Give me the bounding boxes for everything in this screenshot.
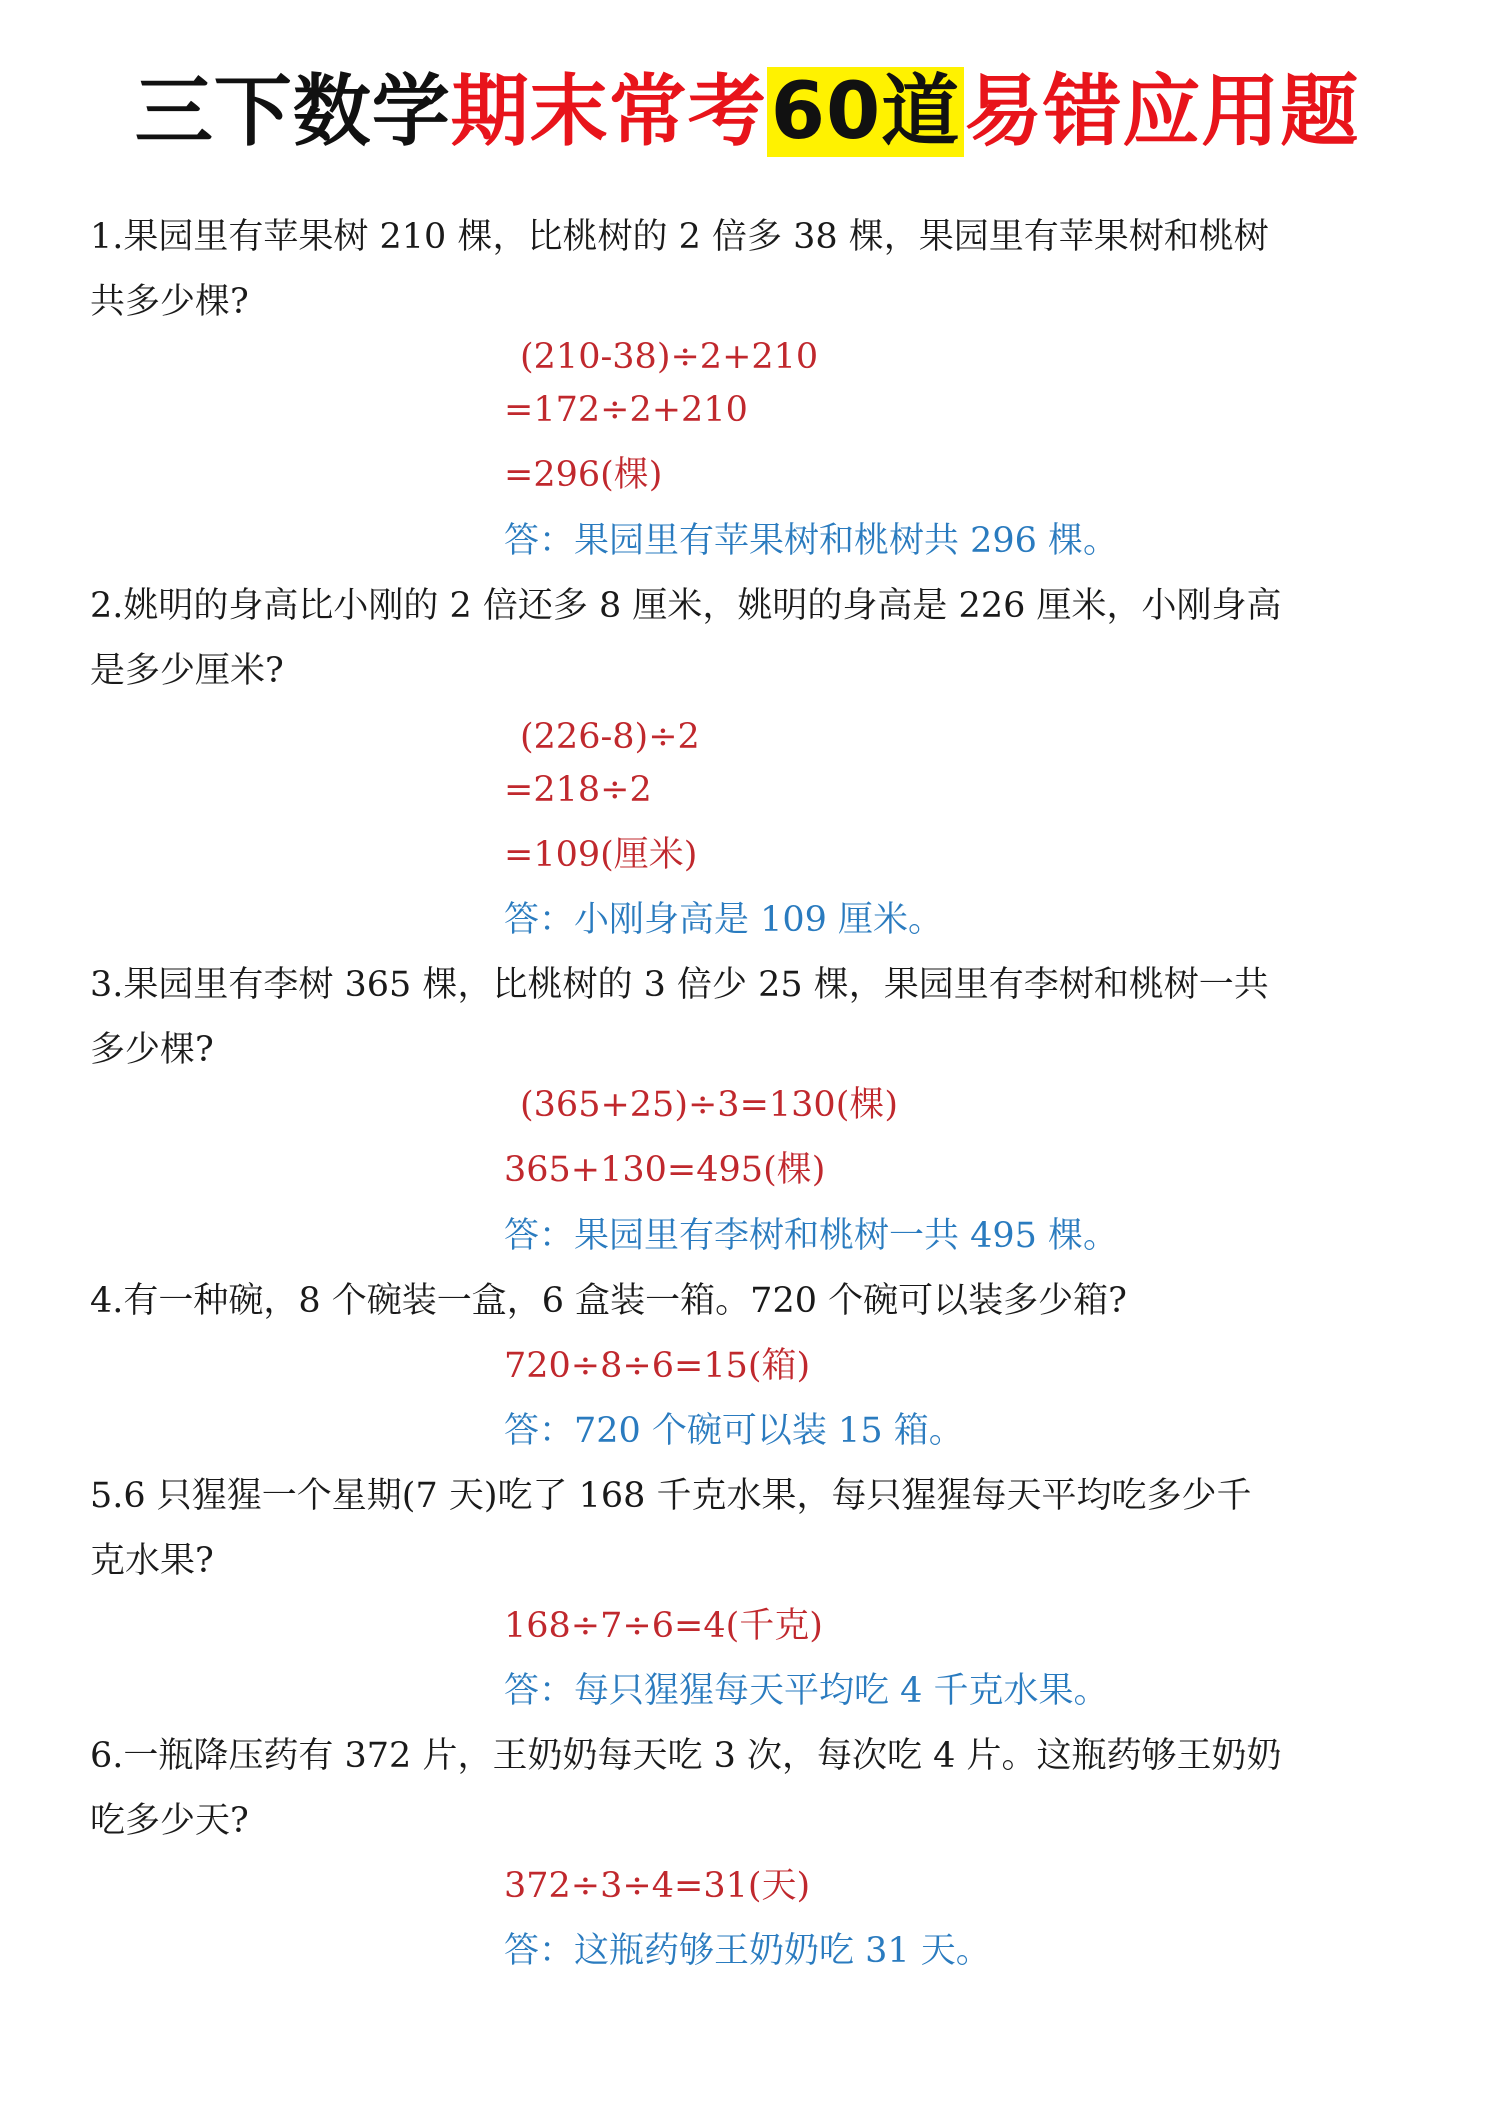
- problem-5-question-line-2: 克水果?: [90, 1541, 214, 1581]
- problem-1-step-2: =172÷2+210: [504, 390, 748, 430]
- problem-5-question-line-1: 5.6 只猩猩一个星期(7 天)吃了 168 千克水果，每只猩猩每天平均吃多少千: [90, 1476, 1252, 1516]
- page-title: [0, 62, 1494, 162]
- problem-4-question-line-1: 4.有一种碗，8 个碗装一盒，6 盒装一箱。720 个碗可以装多少箱?: [90, 1281, 1127, 1321]
- problem-3-question-line-2: 多少棵?: [90, 1030, 214, 1070]
- problem-6-question-line-2: 吃多少天?: [90, 1801, 249, 1841]
- title-part-4: 易错应用题: [964, 67, 1360, 157]
- problem-4-step-1: 720÷8÷6=15(箱): [504, 1346, 811, 1386]
- title-part-1: 三下数学: [134, 67, 451, 157]
- title-part-2: 期末常考: [450, 67, 767, 157]
- problem-1-step-1: (210-38)÷2+210: [520, 337, 819, 377]
- problem-3-question-line-1: 3.果园里有李树 365 棵，比桃树的 3 倍少 25 棵，果园里有李树和桃树一共: [90, 965, 1269, 1005]
- problem-2-step-2: =218÷2: [504, 770, 652, 810]
- problem-6-step-1: 372÷3÷4=31(天): [504, 1866, 811, 1906]
- problem-1-step-3: =296(棵): [504, 455, 663, 495]
- problem-1-question-line-2: 共多少棵?: [90, 282, 249, 322]
- problem-4-answer: 答：720 个碗可以装 15 箱。: [504, 1411, 964, 1451]
- problem-2-step-3: =109(厘米): [504, 835, 698, 875]
- problem-2-step-1: (226-8)÷2: [520, 717, 700, 757]
- problem-2-question-line-2: 是多少厘米?: [90, 651, 284, 691]
- problem-3-step-2: 365+130=495(棵): [504, 1150, 826, 1190]
- problem-6-question-line-1: 6.一瓶降压药有 372 片，王奶奶每天吃 3 次，每次吃 4 片。这瓶药够王奶奶: [90, 1736, 1282, 1776]
- problem-3-step-1: (365+25)÷3=130(棵): [520, 1085, 899, 1125]
- problem-5-answer: 答：每只猩猩每天平均吃 4 千克水果。: [504, 1671, 1109, 1711]
- problem-6-answer: 答：这瓶药够王奶奶吃 31 天。: [504, 1931, 991, 1971]
- problem-1-answer: 答：果园里有苹果树和桃树共 296 棵。: [504, 521, 1119, 561]
- problem-3-answer: 答：果园里有李树和桃树一共 495 棵。: [504, 1216, 1119, 1256]
- problem-2-answer: 答：小刚身高是 109 厘米。: [504, 900, 944, 940]
- problem-2-question-line-1: 2.姚明的身高比小刚的 2 倍还多 8 厘米，姚明的身高是 226 厘米，小刚身高: [90, 586, 1282, 626]
- title-part-3: 60道: [767, 67, 965, 157]
- problem-1-question-line-1: 1.果园里有苹果树 210 棵，比桃树的 2 倍多 38 棵，果园里有苹果树和桃树: [90, 217, 1269, 257]
- problem-5-step-1: 168÷7÷6=4(千克): [504, 1606, 823, 1646]
